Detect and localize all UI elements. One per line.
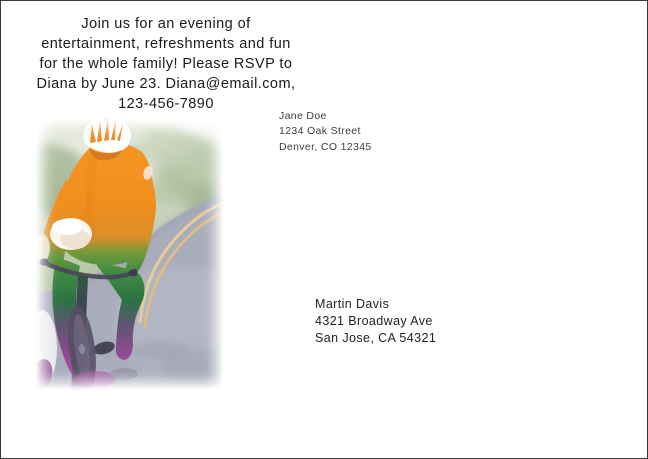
recipient-address-city: San Jose, CA 54321 xyxy=(315,330,437,345)
invitation-line: Diana by June 23. Diana@email.com, xyxy=(36,76,296,92)
invitation-line: 123-456-7890 xyxy=(118,96,214,112)
return-address-street: 1234 Oak Street xyxy=(279,125,361,138)
return-address-name: Jane Doe xyxy=(279,110,327,122)
cyclist-illustration xyxy=(34,116,225,391)
invitation-message xyxy=(23,14,309,114)
invitation-line: entertainment, refreshments and fun xyxy=(41,36,291,52)
cyclist-photo xyxy=(34,116,225,391)
recipient-address-name: Martin Davis xyxy=(315,297,390,311)
return-address xyxy=(279,109,372,155)
recipient-address-street: 4321 Broadway Ave xyxy=(315,313,433,328)
return-address-city: Denver, CO 12345 xyxy=(279,140,372,153)
invitation-line: Join us for an evening of xyxy=(81,16,251,32)
recipient-address xyxy=(315,296,436,346)
invitation-line: for the whole family! Please RSVP to xyxy=(39,56,293,72)
